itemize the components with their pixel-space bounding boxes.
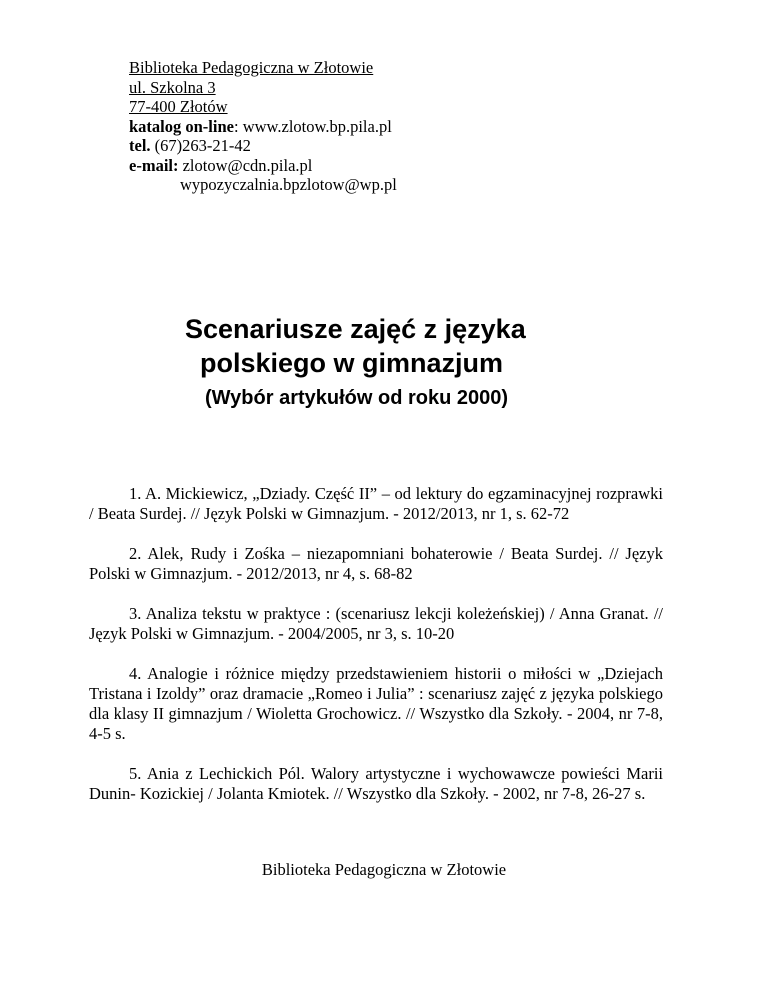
library-header — [129, 58, 397, 195]
library-city: 77-400 Złotów — [129, 97, 228, 116]
phone-number: (67)263-21-42 — [150, 136, 251, 155]
document-title-line-2: polskiego w gimnazjum — [200, 348, 504, 378]
library-street: ul. Szkolna 3 — [129, 77, 216, 97]
email-label: e-mail: — [129, 155, 179, 175]
catalog-line — [129, 117, 397, 137]
bibliography-entry: 5. Ania z Lechickich Pól. Walory artystyczne i wychowawcze powieści Marii Dunin- Kozickiej / Jolanta Kmiotek. // Wszystko dla Szkoły. - 2002, nr 7-8, 26-27 s. — [89, 764, 663, 803]
phone-label: tel. — [129, 136, 151, 155]
page-footer: Biblioteka Pedagogiczna w Złotowie — [261, 860, 507, 879]
phone-line — [129, 136, 397, 156]
email-address-primary: zlotow@cdn.pila.pl — [178, 155, 313, 175]
document-subtitle: (Wybór artykułów od roku 2000) — [205, 387, 509, 409]
document-title — [185, 312, 526, 380]
bibliography-entry: 4. Analogie i różnice między przedstawieniem historii o miłości w „Dziejach Tristana i Izoldy” oraz dramacie „Romeo i Julia” : scenariusz zajęć z języka polskiego dla klasy II gimnazjum / Wioletta Grochowicz. // Wszystko dla Szkoły. - 2004, nr 7-8, 4-5 s. — [89, 664, 663, 743]
email-line — [129, 156, 397, 176]
catalog-label: katalog on-line — [129, 116, 234, 136]
bibliography-entry: 3. Analiza tekstu w praktyce : (scenariusz lekcji koleżeńskiej) / Anna Granat. // Język Polski w Gimnazjum. - 2004/2005, nr 3, s. 10-20 — [89, 604, 663, 643]
email-address-secondary: wypozyczalnia.bpzlotow@wp.pl — [180, 175, 397, 194]
bibliography-list — [89, 484, 663, 824]
catalog-url: : www.zlotow.bp.pila.pl — [233, 116, 392, 136]
bibliography-entry: 2. Alek, Rudy i Zośka – niezapomniani bohaterowie / Beata Surdej. // Język Polski w Gimnazjum. - 2012/2013, nr 4, s. 68-82 — [89, 544, 663, 583]
library-name: Biblioteka Pedagogiczna w Złotowie — [129, 58, 374, 77]
document-title-line-1: Scenariusze zajęć z języka — [185, 314, 526, 344]
bibliography-entry: 1. A. Mickiewicz, „Dziady. Część II” – od lektury do egzaminacyjnej rozprawki / Beata Surdej. // Język Polski w Gimnazjum. - 2012/2013, nr 1, s. 62-72 — [89, 484, 663, 523]
